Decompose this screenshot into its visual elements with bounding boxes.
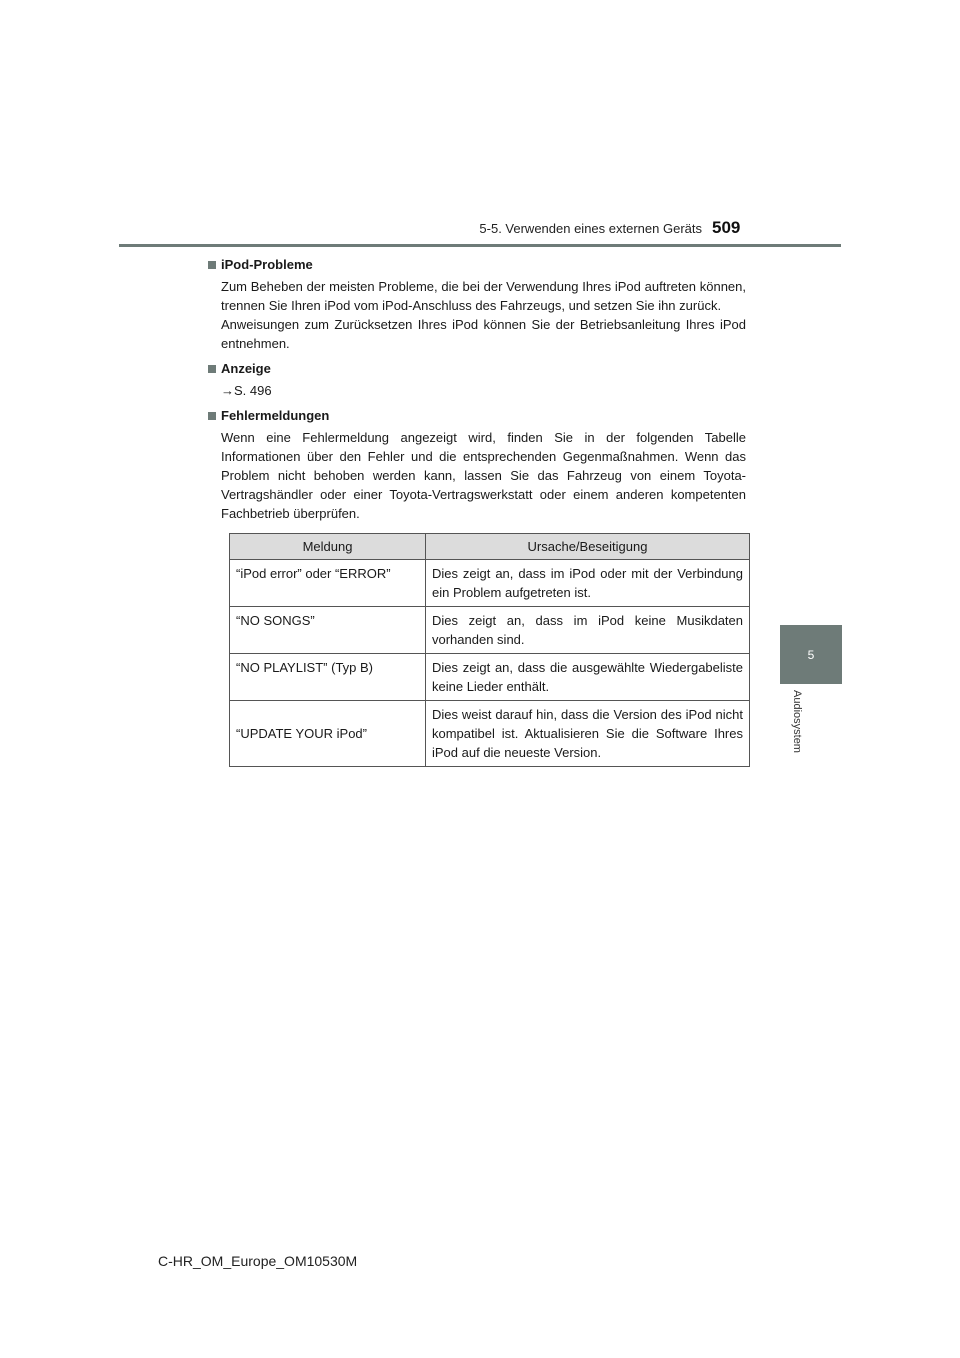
column-header-message: Meldung <box>230 534 426 560</box>
paragraph: Anweisungen zum Zurücksetzen Ihres iPod können Sie der Betriebsanleitung Ihres iPod entnehmen. <box>221 317 746 351</box>
section-title: iPod-Probleme <box>221 257 313 272</box>
section-display <box>208 359 746 400</box>
page-reference-link[interactable]: →S. 496 <box>221 383 272 398</box>
main-content <box>208 255 746 529</box>
table-row <box>230 607 750 654</box>
table-row <box>230 560 750 607</box>
paragraph: Wenn eine Fehlermeldung angezeigt wird, finden Sie in der folgenden Tabelle Informationen über den Fehler und die entsprechenden Gegenmaßnahmen. Wenn das Problem nicht behoben werden kann, lassen Sie das Fahrzeug von einem Toyota-Vertragshändler oder einer Toyota-Vertragswerkstatt oder einem anderen kompetenten Fachbetrieb überprüfen. <box>221 430 746 521</box>
section-error-messages <box>208 406 746 523</box>
square-bullet-icon <box>208 365 216 373</box>
column-header-cause: Ursache/Beseitigung <box>426 534 750 560</box>
message-cell: “NO PLAYLIST” (Typ B) <box>230 654 426 701</box>
chapter-label: Audiosystem <box>791 690 803 753</box>
section-title: Fehlermeldungen <box>221 408 330 423</box>
table-row <box>230 654 750 701</box>
message-cell: “UPDATE YOUR iPod” <box>230 701 426 767</box>
chapter-tab[interactable] <box>780 625 842 684</box>
cause-cell: Dies zeigt an, dass im iPod oder mit der Verbindung ein Problem aufgetreten ist. <box>426 560 750 607</box>
section-ipod-problems <box>208 255 746 353</box>
message-cell: “NO SONGS” <box>230 607 426 654</box>
cause-cell: Dies zeigt an, dass die ausgewählte Wiedergabeliste keine Lieder enthält. <box>426 654 750 701</box>
document-id: C-HR_OM_Europe_OM10530M <box>158 1253 358 1269</box>
paragraph: Zum Beheben der meisten Probleme, die bei der Verwendung Ihres iPod auftreten können, trennen Sie Ihren iPod vom iPod-Anschluss des Fahrzeugs, und setzen Sie ihn zurück. <box>221 279 746 313</box>
square-bullet-icon <box>208 261 216 269</box>
page-number: 509 <box>712 218 741 237</box>
cause-cell: Dies weist darauf hin, dass die Version des iPod nicht kompatibel ist. Aktualisieren Sie die Software Ihres iPod auf die neueste Version. <box>426 701 750 767</box>
header-divider <box>119 244 841 247</box>
cause-cell: Dies zeigt an, dass im iPod keine Musikdaten vorhanden sind. <box>426 607 750 654</box>
table-header-row <box>230 534 750 560</box>
square-bullet-icon <box>208 412 216 420</box>
table-row <box>230 701 750 767</box>
chapter-number: 5 <box>807 647 815 662</box>
header-section-title: 5-5. Verwenden eines externen Geräts <box>479 221 702 236</box>
error-message-table <box>229 533 750 767</box>
section-title: Anzeige <box>221 361 271 376</box>
message-cell: “iPod error” oder “ERROR” <box>230 560 426 607</box>
